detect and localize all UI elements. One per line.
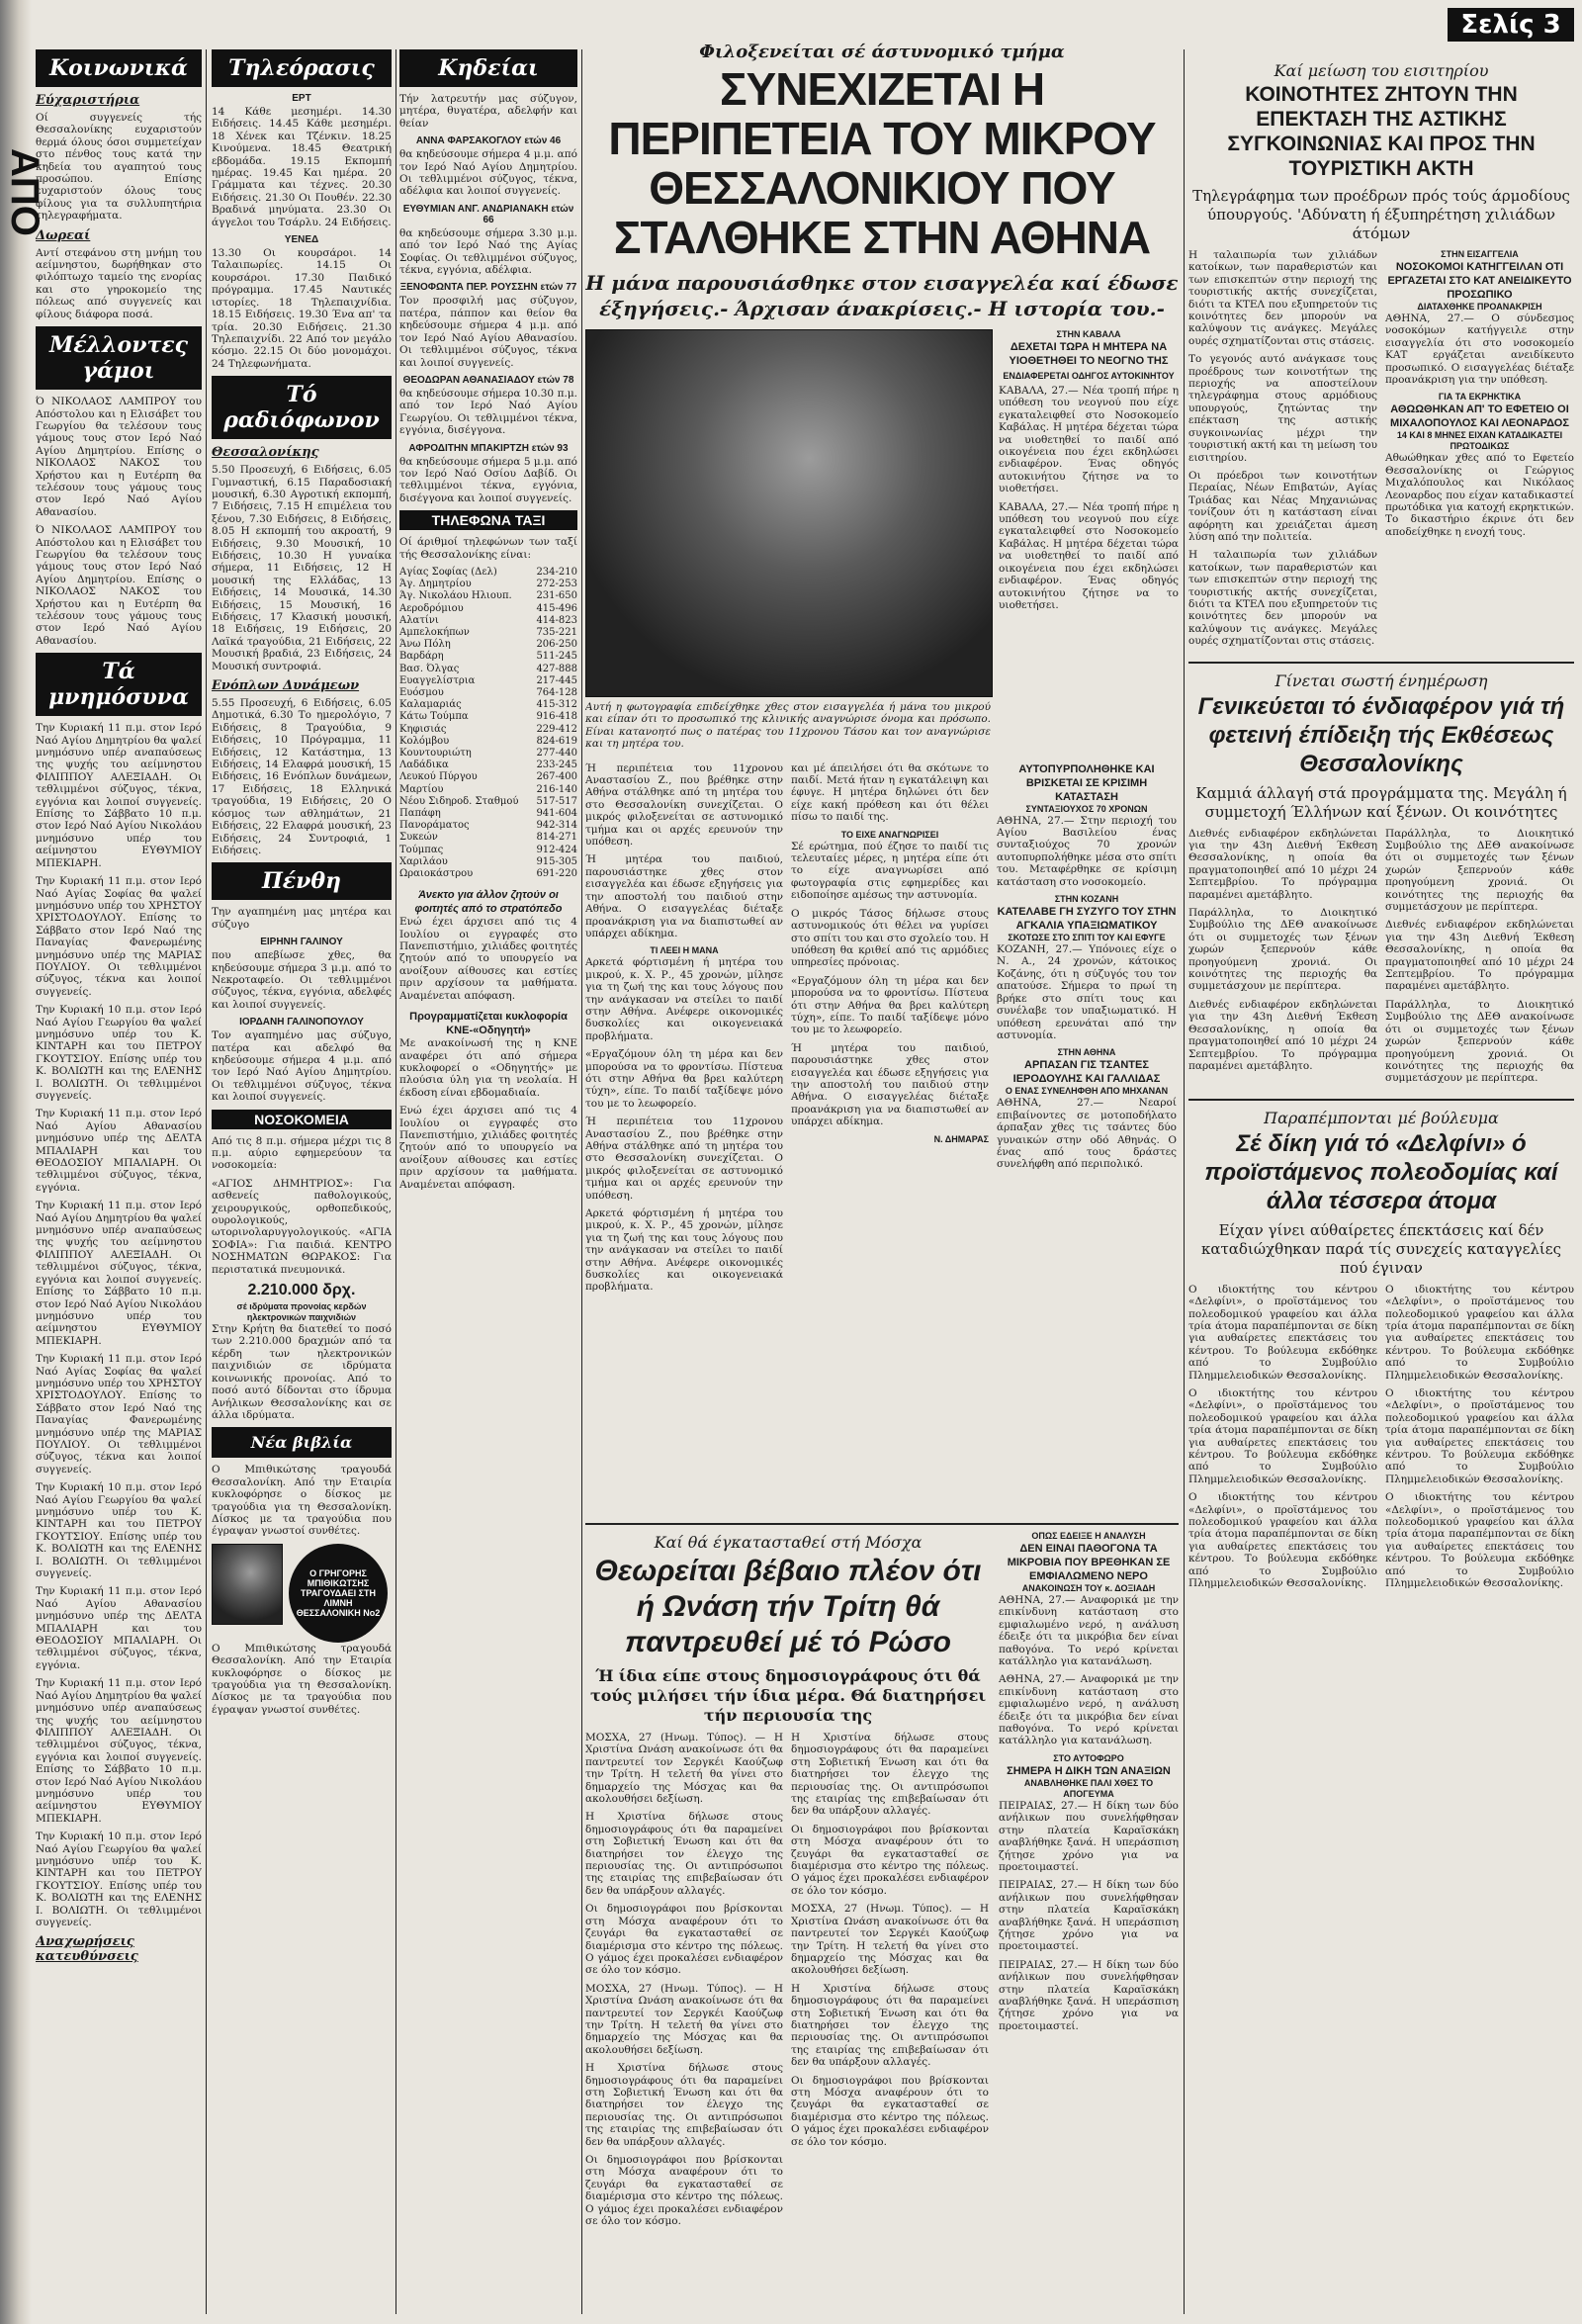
brief-headline: ΔΕΧΕΤΑΙ ΤΩΡΑ Η ΜΗΤΕΡΑ ΝΑ ΥΙΟΘΕΤΗΘΕΙ ΤΟ ΝΕΟΓΝΟ ΤΗΣ — [1009, 341, 1169, 367]
subhead: Ενόπλων Δυνάμεων — [212, 678, 360, 694]
paragraph: 5.55 Προσευχή, 6 Ειδήσεις, 6.05 Δημοτικά, 6.30 Το ημερολόγιο, 7 Ειδήσεις, 8 Τραγούδια, 9 Ειδήσεις, 10 Πρόγραμμα, 11 Ειδήσεις, 12 Κατάστημα, 13 Ειδήσεις, 14 Ελαφρά μουσική, 15 Ειδήσεις, 16 Ενόπλων δυνάμεων, 17 Ειδήσεις, 18 Ελληνικά τραγούδια, 19 Ειδήσεις, 20 Ο κόσμος των αθλημάτων, 21 Ειδήσεις, 22 Ελαφρά μουσική, 23 Ειδήσεις, 24 Συντροφιά, 1 Ειδήσεις. — [212, 697, 392, 856]
paragraph: θα κηδεύσουμε σήμερα 4 μ.μ. από τον Ιερό Ναό Αγίου Δημητρίου. Οι τεθλιμμένοι σύζυγος, τέκνα, αδέλφια και λοιποί συγγενείς. — [399, 148, 577, 198]
dateline: ΟΠΩΣ ΕΔΕΙΞΕ Η ΑΝΑΛΥΣΗ — [1031, 1531, 1146, 1541]
paragraph: που απεβίωσε χθες, θα κηδεύσουμε σήμερα 3 μ.μ. από το Νεκροταφείο. Οι τεθλιμμένοι σύζυγος, τέκνα, εγγόνια, αδελφές και λοιποί συγγενείς. — [212, 949, 392, 1011]
paragraph: ΑΘΗΝΑ, 27.— Στην περιοχή του Αγίου Βασιλείου ένας συνταξιούχος 70 χρονών αυτοπυρπολήθηκε μέσα στο σπίτι του. Μεταφέρθηκε σε κρίσιμη κατάσταση στο νοσοκομείο. — [997, 814, 1177, 888]
paragraph: Ο ιδιοκτήτης του κέντρου «Δελφίνι», ο προϊστάμενος του πολεοδομικού γραφείου και άλλα τρία άτομα παραπέμπονται σε δίκη για αυθαίρετες επεκτάσεις του κέντρου. Το βούλευμα εκδόθηκε από το Συμβούλιο Πλημμελειοδικών Θεσσαλονίκης. — [1385, 1491, 1574, 1590]
brief-subhead: ΑΝΑΒΛΗΘΗΚΕ ΠΑΛΙ ΧΘΕΣ ΤΟ ΑΠΟΓΕΥΜΑ — [1023, 1777, 1154, 1799]
promo-title: σέ ιδρύματα προνοίας κερδών ηλεκτρονικών παιχνιδιών — [236, 1301, 367, 1323]
headline: Γενικεύεται τό ένδιαφέρον γιά τή φετεινή έπίδειξη τής Εκθέσεως Θεσσαλονίκης — [1197, 692, 1565, 777]
paragraph: Οι δημοσιογράφοι που βρίσκονται στη Μόσχα αναφέρουν ότι το ζευγάρι θα εγκατασταθεί σε διαμέρισμα στο κέντρο της πόλεως. Ο γάμος έχει προκαλέσει ενδιαφέρον σε όλο τον κόσμο. — [791, 2074, 989, 2148]
fold-word: ΑΠΟ — [3, 148, 46, 236]
paragraph: Την Κυριακή 11 π.μ. στον Ιερό Ναό Αγίου Δημητρίου θα ψαλεί μνημόσυνο υπέρ αναπαύσεως της ψυχής του αείμνηστου ΦΙΛΙΠΠΟΥ ΑΛΕΞΙΑΔΗ. Οι τεθλιμμένοι σύζυγος, τέκνα, εγγόνια και λοιποί συγγενείς. Επίσης το Σάββατο 10 π.μ. στον Ιερό Ναό Αγίου Νικολάου μνημόσυνο υπέρ του αείμνηστου ΕΥΘΥΜΙΟΥ ΜΠΕΚΙΑΡΗ. — [36, 1200, 202, 1347]
paragraph: Ο μικρός Τάσος δήλωσε στους αστυνομικούς ότι θέλει να γυρίσει στο σπίτι του και στο σχολείο του. Η υπόθεση θα κριθεί από τις αρμόδιες υπηρεσίες πρόνοιας. — [791, 907, 989, 969]
taxi-stand: Άγ. Δημητρίου — [399, 579, 472, 590]
paragraph: θα κηδεύσουμε σήμερα 10.30 π.μ. από τον Ιερό Ναό Αγίου Γεωργίου. Οι τεθλιμμένοι τέκνα, εγγόνια, δισέγγονα. — [399, 387, 577, 437]
channel-name: ΕΡΤ — [292, 93, 311, 104]
paragraph: Την Κυριακή 11 π.μ. στον Ιερό Ναό Αγίου Δημητρίου θα ψαλεί μνημόσυνο υπέρ αναπαύσεως της ψυχής του αείμνηστου ΦΙΛΙΠΠΟΥ ΑΛΕΞΙΑΔΗ. Οι τεθλιμμένοι σύζυγος, τέκνα, εγγόνια και λοιποί συγγενείς. Επίσης το Σάββατο 10 π.μ. στον Ιερό Ναό Αγίου Νικολάου μνημόσυνο υπέρ του αείμνηστου ΕΥΘΥΜΙΟΥ ΜΠΕΚΙΑΡΗ. — [36, 722, 202, 869]
taxi-stand: Κουντουριώτη — [399, 748, 472, 760]
taxi-stand: Άνω Πόλη — [399, 639, 451, 651]
dateline: ΣΤΟ ΑΥΤΟΦΩΡΟ — [1053, 1752, 1124, 1763]
deceased-name: ΑΦΡΟΔΙΤΗΝ ΜΠΑΚΙΡΤΖΗ ετών 93 — [408, 442, 569, 454]
paragraph: Οι πρόεδροι των κοινοτήτων Περαίας, Νέων Επιβατών, Αγίας Τριάδας και Νέας Μηχανιώνας τονίζουν ότι η κατάσταση είναι αφόρητη και χρειάζεται άμεση λύση από την πολιτεία. — [1188, 469, 1377, 543]
main-story — [585, 40, 1179, 1503]
kicker: Γίνεται σωστή ένημέρωση — [1274, 670, 1488, 690]
paragraph: «ΑΓΙΟΣ ΔΗΜΗΤΡΙΟΣ»: Για ασθενείς παθολογικούς, χειρουργικούς, ορθοπεδικούς, ουρολογικούς, ωτορινολαρυγγολογικούς. «ΑΓΙΑ ΣΟΦΙΑ»: Για παιδιά. ΚΕΝΤΡΟ ΝΟΣΗΜΑΤΩΝ ΘΩΡΑΚΟΣ: Για περιστατικά πνευμονικά. — [212, 1177, 392, 1276]
paragraph: Η Χριστίνα δήλωσε στους δημοσιογράφους ότι θα παραμείνει στη Σοβιετική Ένωση και ότι θα διατηρήσει τον έλεγχο της περιουσίας της. Οι αντιπρόσωποι της εταιρίας της επιβεβαίωσαν ότι δεν θα υπάρξουν αλλαγές. — [585, 1811, 783, 1897]
paragraph: και μέ άπειλήσει ότι θα σκότωνε το παιδί. Μετά ήταν η εγκατάλειψη και έφυγε. Η μητέρα δηλώνει ότι δεν είχε κακή πρόθεση και ότι θέλει πίσω το παιδί της. — [791, 761, 989, 824]
taxi-row — [399, 724, 577, 736]
paragraph: Τήν λατρευτήν μας σύζυγον, μητέρα, θυγατέρα, αδελφήν και θείαν — [399, 93, 577, 130]
brief-subhead: ΣΥΝΤΑΞΙΟΥΧΟΣ 70 ΧΡΟΝΩΝ — [1025, 803, 1148, 814]
caption: Αυτή η φωτογραφία επιδείχθηκε χθες στον εισαγγελέα ή μάνα του μικρού και είπαν ότι το προσωπικό της κλινικής αναγνώρισε όνομα και πρόσωπο. Είναι κατανοητό πως ο πατέρας του 11χρονου Τάσου και τον αναγνώρισε και τη μητέρα του. — [585, 701, 991, 751]
headline: ΚΟΙΝΟΤΗΤΕΣ ΖΗΤΟΥΝ ΤΗΝ ΕΠΕΚΤΑΣΗ ΤΗΣ ΑΣΤΙΚΗΣ ΣΥΓΚΟΙΝΩΝΙΑΣ ΚΑΙ ΠΡΟΣ ΤΗΝ ΤΟΥΡΙΣΤΙΚΗ ΑΚΤΗ — [1227, 83, 1536, 180]
dateline: ΣΤΗΝ ΑΘΗΝΑ — [1057, 1047, 1116, 1058]
paragraph: 13.30 Οι κουρσάροι. 14 Ταλαιπωρίες. 14.15 Οι κουρσάροι. 17.30 Παιδικό πρόγραμμα. 17.45 Ναυτικές ιστορίες. 18 Τηλεπαιχνίδια. 18.15 Ειδήσεις. 19.30 Ένα απ' τα τρία. 20.30 Ειδήσεις. 21.30 Τηλεπαιχνίδι. 22 Από τον μεγάλο κόσμο. 22.15 Οι δύο μονομάχοι. 24 Τηλεφωνήματα. — [212, 247, 392, 370]
subhead: Δωρεαί — [36, 227, 91, 243]
taxi-row — [399, 579, 577, 590]
taxi-row — [399, 711, 577, 723]
headline: ΣΥΝΕΧΙΖΕΤΑΙ Η ΠΕΡΙΠΕΤΕΙΑ ΤΟΥ ΜΙΚΡΟΥ ΘΕΣΣΑΛΟΝΙΚΙΟΥ ΠΟΥ ΣΤΑΛΘΗΚΕ ΣΤΗΝ ΑΘΗΝΑ — [608, 63, 1156, 263]
taxi-phone: 511-245 — [536, 651, 577, 663]
taxi-stand: Άγ. Νικολάου Ηλιουπ. — [399, 590, 512, 602]
paragraph: ΚΑΒΑΛΑ, 27.— Νέα τροπή πήρε η υπόθεση του νεογνού που είχε εγκαταλειφθεί στο Νοσοκομείο Καβάλας. Η μητέρα δέχεται τώρα να υιοθετηθεί το παιδί από οικογένεια που έχει εκδηλώσει ενδιαφέρον. Ένας οδηγός αυτοκινήτου ζήτησε να το υιοθετήσει. — [999, 385, 1179, 495]
paragraph: Διεθνές ενδιαφέρον εκδηλώνεται για την 43η Διεθνή Έκθεση Θεσσαλονίκης, η οποία θα πραγματοποιηθεί από 10 μέχρι 24 Σεπτεμβρίου. Το πρόγραμμα παραμένει αμετάβλητο. — [1188, 827, 1377, 901]
paragraph: Διεθνές ενδιαφέρον εκδηλώνεται για την 43η Διεθνή Έκθεση Θεσσαλονίκης, η οποία θα πραγματοποιηθεί από 10 μέχρι 24 Σεπτεμβρίου. Το πρόγραμμα παραμένει αμετάβλητο. — [1385, 919, 1574, 993]
taxi-phone: 912-424 — [536, 844, 577, 855]
taxi-phone: 427-888 — [536, 663, 577, 674]
taxi-stand: Κάτω Τούμπα — [399, 711, 469, 723]
paragraph: Την Κυριακή 11 π.μ. στον Ιερό Ναό Αγίας Σοφίας θα ψαλεί μνημόσυνο υπέρ του ΧΡΗΣΤΟΥ ΧΡΙΣΤΟΔΟΥΛΟΥ. Επίσης το Σάββατο στον Ιερό Ναό της Παναγίας Φανερωμένης μνημόσυνο υπέρ της ΜΑΡΙΑΣ ΠΟΥΛΙΟΥ. Οι τεθλιμμένοι σύζυγος, τέκνα και λοιποί συγγενείς. — [36, 1353, 202, 1475]
subhead: ΤΙ ΛΕΕΙ Η ΜΑΝΑ — [650, 945, 719, 956]
paragraph: Την αγαπημένη μας μητέρα και σύζυγο — [212, 906, 392, 931]
taxi-stand: Λευκού Πύργου — [399, 771, 478, 783]
paragraph: Ή περιπέτεια του 11χρονου Αναστασίου Ζ., που βρέθηκε στην Αθήνα στάλθηκε από τη μητέρα του στο Θεσσαλονίκη συνεχίζεται. Ο μικρός φιλοξενείται σε αστυνομικό τμήμα και οι αρχές ερευνούν την υπόθεση. — [585, 1116, 783, 1202]
taxi-stand: Παπάφη — [399, 808, 441, 820]
taxi-row — [399, 856, 577, 868]
koinonika-column — [36, 49, 202, 2314]
taxi-stand: Αγίας Σοφίας (Δελ) — [399, 566, 497, 578]
paragraph: Οί συγγενείς τής Θεσσαλονίκης ευχαριστούν θερμά όλους όσοι συμμετείχαν στο πένθος τους κατά την κηδεία του αγαπητού τους προσώπου. Επίσης ευχαριστούν όλους τους φίλους για τα συλλυπητήρια τηλεγραφήματα. — [36, 112, 202, 223]
taxi-stand: Χαριλάου — [399, 855, 448, 867]
paragraph: Σέ ερώτημα, πού έζησε το παιδί τις τελευταίες μέρες, η μητέρα είπε ότι το είχε αναγνωρίσει από φωτογραφία στις εφημερίδες και ειδοποίησε αμέσως την αστυνομία. — [791, 840, 989, 902]
taxi-stand: Συκεών — [399, 832, 438, 844]
paragraph: Ή περιπέτεια του 11χρονου Αναστασίου Ζ., που βρέθηκε στην Αθήνα στάλθηκε από τη μητέρα του στο Θεσσαλονίκη συνεχίζεται. Ο μικρός φιλοξενείται σε αστυνομικό τμήμα και οι αρχές ερευνούν την υπόθεση. — [585, 761, 783, 849]
taxi-row — [399, 603, 577, 615]
paragraph: ΜΟΣΧΑ, 27 (Ηνωμ. Τύπος). — Η Χριστίνα Ωνάση ανακοίνωσε ότι θα παντρευτεί τον Σεργκέι Καούζωφ την Τρίτη. Η τελετή θα γίνει στο δημαρχείο της Μόσχας και θα ακολουθήσει δεξίωση. — [585, 1982, 783, 2056]
tv-radio-column — [212, 49, 392, 2314]
taxi-phone: 517-517 — [536, 795, 577, 807]
taxi-list — [399, 567, 577, 880]
paragraph: 5.50 Προσευχή, 6 Ειδήσεις, 6.05 Γυμναστική, 6.15 Παραδοσιακή μουσική, 6.30 Αγροτική εκπομπή, 7 Ειδήσεις, 7.15 Η επιμέλεια του ξένου, 7.30 Ειδήσεις, 8 Ειδήσεις, 8.05 Η εκπομπή του ακροατή, 9 Ειδήσεις, 9.30 Μουσική, 10 Ειδήσεις, 10.30 Η γυναίκα σήμερα, 11 Ειδήσεις, 12 Η μουσική της Ελλάδας, 13 Ειδήσεις, 14 Μουσικά, 14.30 Ειδήσεις, 15 Μουσική, 16 Ειδήσεις, 17 Κλασική μουσική, 18 Ειδήσεις, 19 Ειδήσεις, 20 Λαϊκά τραγούδια, 21 Ειδήσεις, 22 Μουσική βραδιά, 23 Ειδήσεις, 24 Μουσική συντροφιά. — [212, 464, 392, 672]
paragraph: «Εργαζόμουν όλη τη μέρα και δεν μπορούσα να το φροντίσω. Πίστευα ότι στην Αθήνα θα βρει καλύτερη τύχη», είπε. Το παιδί ταξίδεψε μόνο του με το λεωφορείο. — [791, 974, 989, 1036]
paragraph: Αθωώθηκαν χθες από το Εφετείο Θεσσαλονίκης οι Γεώργιος Μιχαλόπουλος και Νικόλαος Λεοναρδος που είχαν καταδικαστεί πρωτόδικα για κατοχή εκρηκτικών. Το δικαστήριο έκρινε ότι δεν αποδείχθηκε η ενοχή τους. — [1385, 452, 1574, 538]
taxi-stand: Λαδάδικα — [399, 760, 449, 771]
channel-name: ΥΕΝΕΔ — [284, 234, 319, 246]
taxi-phone: 277-440 — [536, 748, 577, 760]
brief-headline: ΑΘΩΩΘΗΚΑΝ ΑΠ' ΤΟ ΕΦΕΤΕΙΟ ΟΙ ΜΙΧΑΛΟΠΟΥΛΟΣ ΚΑΙ ΛΕΟΝΑΡΔΟΣ — [1390, 403, 1569, 430]
story-rule — [585, 1523, 1179, 1525]
taxi-stand: Ωραιοκάστρου — [399, 868, 474, 880]
taxi-phone: 216-140 — [536, 783, 577, 795]
taxi-phone: 234-210 — [536, 566, 577, 578]
box-title: Άνεκτο για άλλον ζητούν οι φοιτητές από το στρατόπεδο — [414, 889, 563, 916]
deck: Τηλεγράφημα των προέδρων πρός τούς άρμοδίους ύπουργούς. 'Αδύνατη ή έξυπηρέτηση χιλιάδων άτόμων — [1192, 187, 1570, 242]
paragraph: ΑΘΗΝΑ, 27.— Ο σύνδεσμος νοσοκόμων κατήγγειλε στην εισαγγελία ότι στο νοσοκομείο ΚΑΤ εργάζεται ανειδίκευτο προσωπικό. Ο εισαγγελέας διέταξε προανάκριση για την υπόθεση. — [1385, 313, 1574, 387]
deceased-name: ΞΕΝΟΦΩΝΤΑ ΠΕΡ. ΡΟΥΣΣΗΝ ετών 77 — [399, 282, 577, 294]
page-label: Σελίς 3 — [1448, 8, 1574, 42]
taxi-row — [399, 736, 577, 748]
deck: Είχαν γίνει αύθαίρετες έπεκτάσεις καί δέν καταδιώχθηκαν παρά τίς συνεχείς καταγγελίες πού έγιναν — [1201, 1220, 1561, 1277]
deck: Καμμιά άλλαγή στά προγράμματα της. Μεγάλη ή συμμετοχή Έλλήνων καί ξένων. Οι κοινότητες — [1195, 783, 1567, 821]
paragraph: Την Κυριακή 11 π.μ. στον Ιερό Ναό Αγίου Δημητρίου θα ψαλεί μνημόσυνο υπέρ αναπαύσεως της ψυχής του αείμνηστου ΦΙΛΙΠΠΟΥ ΑΛΕΞΙΑΔΗ. Οι τεθλιμμένοι σύζυγος, τέκνα, εγγόνια και λοιποί συγγενείς. Επίσης το Σάββατο 10 π.μ. στον Ιερό Ναό Αγίου Νικολάου μνημόσυνο υπέρ του αείμνηστου ΕΥΘΥΜΙΟΥ ΜΠΕΚΙΑΡΗ. — [36, 1677, 202, 1825]
paragraph: Η Χριστίνα δήλωσε στους δημοσιογράφους ότι θα παραμείνει στη Σοβιετική Ένωση και ότι θα διατηρήσει τον έλεγχο της περιουσίας της. Οι αντιπρόσωποι της εταιρίας της επιβεβαίωσαν ότι δεν θα υπάρξουν αλλαγές. — [585, 2062, 783, 2148]
paragraph: ΜΟΣΧΑ, 27 (Ηνωμ. Τύπος). — Η Χριστίνα Ωνάση ανακοίνωσε ότι θα παντρευτεί τον Σεργκέι Καούζωφ την Τρίτη. Η τελετή θα γίνει στο δημαρχείο της Μόσχας και θα ακολουθήσει δεξίωση. — [791, 1903, 989, 1977]
taxi-row — [399, 627, 577, 639]
brief-subhead: ΣΚΟΤΩΣΕ ΣΤΟ ΣΠΙΤΙ ΤΟΥ ΚΑΙ ΕΦΥΓΕ — [1008, 933, 1166, 943]
section-mnimosyna: Τά μνημόσυνα — [36, 653, 202, 716]
paragraph: Την Κυριακή 10 π.μ. στον Ιερό Ναό Αγίου Γεωργίου θα ψαλεί μνημόσυνο υπέρ του Κ. ΚΙΝΤΑΡΗ και του ΠΕΤΡΟΥ ΓΚΟΥΤΣΙΟΥ. Επίσης υπέρ του Κ. ΒΟΛΙΩΤΗ και της ΕΛΕΝΗΣ Ι. ΒΟΛΙΩΤΗ. Οι τεθλιμμένοι συγγενείς. — [36, 1481, 202, 1580]
paragraph: Η ταλαιπωρία των χιλιάδων κατοίκων, των παραθεριστών και των επισκεπτών στην περιοχή της τουριστικής ακτής συνεχίζεται, διότι τα ΚΤΕΛ που εξυπηρετούν τις κοινότητες δεν μπορούν να καλύψουν τις ανάγκες. Μεγάλες ουρές σχηματίζονται στις στάσεις. — [1188, 549, 1377, 648]
story-rule — [1188, 662, 1574, 664]
paragraph: Ο Μπιθικώτσης τραγουδά Θεσσαλονίκη. Από την Εταιρία κυκλοφόρησε ο δίσκος με τραγούδια για τη Θεσσαλονίκη. Δίσκος με τα τραγούδια που έγραψαν γνωστοί συνθέτες. — [212, 1642, 392, 1716]
taxi-row — [399, 796, 577, 808]
column-rule — [1184, 49, 1185, 2314]
paragraph: Παράλληλα, το Διοικητικό Συμβούλιο της ΔΕΘ ανακοίνωσε ότι οι συμμετοχές των ξένων χωρών ξεπερνούν κάθε προηγούμενη χρονιά. Οι κοινότητες της περιοχής θα συμμετάσχουν με περίπτερα. — [1385, 998, 1574, 1085]
singer-photo — [212, 1544, 283, 1625]
taxi-phone: 217-445 — [536, 674, 577, 686]
column-rule — [581, 49, 582, 2314]
taxi-row — [399, 567, 577, 579]
taxi-row — [399, 832, 577, 844]
taxi-phone: 233-245 — [536, 760, 577, 771]
paragraph: Από τις 8 π.μ. σήμερα μέχρι τις 8 π.μ. αύριο εφημερεύουν τα νοσοκομεία: — [212, 1134, 392, 1172]
taxi-row — [399, 651, 577, 663]
paragraph: Αρκετά φόρτισμένη ή μητέρα του μικρού, κ. Χ. Ρ., 45 χρονών, μίλησε για τη ζωή της και τους λόγους που την ανάγκασαν να στείλει το παιδί στην Αθήνα. Ανέφερε οικονομικές δυσκολίες και οικογενειακά προβλήματα. — [585, 956, 783, 1042]
taxi-stand: Αεροδρόμιου — [399, 602, 464, 614]
paragraph: Οι δημοσιογράφοι που βρίσκονται στη Μόσχα αναφέρουν ότι το ζευγάρι θα εγκατασταθεί σε διαμέρισμα στο κέντρο της πόλεως. Ο γάμος έχει προκαλέσει ενδιαφέρον σε όλο τον κόσμο. — [585, 2154, 783, 2228]
brief-headline: ΑΥΤΟΠΥΡΠΟΛΗΘΗΚΕ ΚΑΙ ΒΡΙΣΚΕΤΑΙ ΣΕ ΚΡΙΣΙΜΗ ΚΑΤΑΣΤΑΣΗ — [1018, 762, 1155, 803]
deceased-name: ΕΙΡΗΝΗ ΓΑΛΙΝΟΥ — [260, 937, 343, 948]
taxi-row — [399, 868, 577, 880]
subhead: ΤΟ ΕΙΧΕ ΑΝΑΓΝΩΡΙΣΕΙ — [840, 829, 939, 840]
brief-subhead: ΑΝΑΚΟΙΝΩΣΗ ΤΟΥ κ. ΔΟΞΙΑΔΗ — [1021, 1583, 1156, 1593]
taxi-row — [399, 675, 577, 687]
paragraph: θα κηδεύσουμε σήμερα 3.30 μ.μ. από τον Ιερό Ναό της Αγίας Σοφίας. Οι τεθλιμμένοι σύζυγος, τέκνα, εγγόνια, αδέλφια. — [399, 226, 577, 277]
briefs-column-bottom — [999, 1531, 1179, 2312]
taxi-row — [399, 639, 577, 651]
dateline: ΓΙΑ ΤΑ ΕΚΡΗΚΤΙΚΑ — [1438, 392, 1522, 402]
onassis-story — [585, 1531, 991, 2312]
taxi-stand: Αλατίνι — [399, 614, 439, 626]
paragraph: Οί άριθμοί τηλεφώνων των ταξί τής Θεσσαλονίκης είναι: — [399, 536, 577, 561]
section-penthi: Πένθη — [212, 862, 392, 900]
taxi-phone: 415-312 — [536, 699, 577, 711]
paragraph: Την Κυριακή 11 π.μ. στον Ιερό Ναό Αγίου Αθανασίου μνημόσυνο υπέρ της ΔΕΛΤΑ ΜΠΑΛΙΑΡΗ και του ΘΕΟΔΟΣΙΟΥ ΜΠΑΛΙΑΡΗ. Οι τεθλιμμένοι σύζυγος, τέκνα, εγγόνια. — [36, 1585, 202, 1671]
paragraph: Ενώ έχει άρχισει από τις 4 Ιουλίου οι εγγραφές στο Πανεπιστήμιο, χιλιάδες φοιτητές ζητούν από το υπουργείο να ανοίξουν αίθουσες και εστίες πριν αρχίσουν τα μαθήματα. Αναμένεται απόφαση. — [399, 1105, 577, 1191]
taxi-stand: Νέου Σιδηροδ. Σταθμού — [399, 795, 519, 807]
paragraph: Στην Κρήτη θα διατεθεί το ποσό των 2.210.000 δραχμών από τα κέρδη των ηλεκτρονικών παιχνιδιών σε ιδρύματα κοινωνικής προνοίας. Από το ποσό αυτό δίδονται στο ίδρυμα Ανήλικων Θεσσαλονίκης και σε άλλα ιδρύματα. — [212, 1323, 392, 1421]
right-column — [1188, 59, 1574, 2314]
paragraph: Ή μητέρα του παιδιού, παρουσιάστηκε χθες στον εισαγγελέα και έδωσε εξηγήσεις για την αποστολή του παιδιού στην Αθήνα. Ο εισαγγελέας διέταξε προανάκριση για να διαπιστωθεί αν υπάρχει αδίκημα. — [791, 1041, 989, 1128]
deck: Η μάνα παρουσιάσθηκε στον εισαγγελέα καί έδωσε έξηγήσεις.- Άρχισαν άνακρίσεις.- Η ιστορία του.- — [585, 271, 1179, 320]
brief-headline: ΣΗΜΕΡΑ Η ΔΙΚΗ ΤΩΝ ΑΝΑΞΙΩΝ — [1007, 1764, 1171, 1777]
dateline: ΣΤΗΝ ΚΟΖΑΝΗ — [1054, 894, 1119, 905]
paragraph: θα κηδεύσουμε σήμερα 5 μ.μ. από τον Ιερό Ναό Οσίου Δαβίδ. Οι τεθλιμμένοι τέκνα, εγγόνια, δισέγγονα και λοιποί συγγενείς. — [399, 455, 577, 504]
taxi-row — [399, 808, 577, 820]
section-neoi-vivlia: Νέα βιβλία — [212, 1427, 392, 1458]
kicker: Φιλοξενείται σέ άστυνομικό τμήμα — [699, 42, 1065, 62]
taxi-stand: Κολόμβου — [399, 735, 450, 747]
headline: Σέ δίκη γιά τό «Δελφίνι» ό προϊστάμενος πολεοδομίας καί άλλα τέσσερα άτομα — [1204, 1129, 1558, 1214]
taxi-phone: 764-128 — [536, 687, 577, 698]
paragraph: Παράλληλα, το Διοικητικό Συμβούλιο της ΔΕΘ ανακοίνωσε ότι οι συμμετοχές των ξένων χωρών ξεπερνούν κάθε προηγούμενη χρονιά. Οι κοινότητες της περιοχής θα συμμετάσχουν με περίπτερα. — [1385, 827, 1574, 914]
paragraph: Τον προσφιλή μας σύζυγον, πατέρα, πάππον και θείον θα κηδεύσουμε σήμερα 4 μ.μ. από τον Ιερό Ναό Αγίου Αθανασίου. Οι τεθλιμμένοι σύζυγος, τέκνα και λοιποί συγγενείς. — [399, 295, 577, 369]
brief-subhead: Ο ΕΝΑΣ ΣΥΝΕΛΗΦΘΗ ΑΠΟ ΜΗΧΑΝΑΝ — [1005, 1086, 1169, 1097]
kne-title: Προγραμματίζεται κυκλοφορία ΚΝΕ-«Οδηγητή» — [409, 1011, 568, 1037]
taxi-phone: 942-314 — [536, 820, 577, 832]
section-mellontes-gamoi: Μέλλοντες γάμοι — [36, 326, 202, 390]
paragraph: Ενώ έχει άρχισει από τις 4 Ιουλίου οι εγγραφές στο Πανεπιστήμιο, χιλιάδες φοιτητές ζητούν από το υπουργείο να ανοίξουν αίθουσες και εστίες πριν αρχίσουν τα μαθήματα. Αναμένεται απόφαση. — [399, 916, 577, 1002]
taxi-stand: Βασ. Όλγας — [399, 663, 460, 674]
taxi-phone: 414-823 — [536, 614, 577, 626]
taxi-phone: 691-220 — [536, 868, 577, 880]
paragraph: Αρκετά φόρτισμένη ή μητέρα του μικρού, κ. Χ. Ρ., 45 χρονών, μίλησε για τη ζωή της και τους λόγους που την ανάγκασαν να στείλει το παιδί στην Αθήνα. Ανέφερε οικονομικές δυσκολίες και οικογενειακά προβλήματα. — [585, 1207, 783, 1294]
taxi-stand: Αμπελοκήπων — [399, 626, 470, 638]
deceased-name: ΑΝΝΑ ΦΑΡΣΑΚΟΓΛΟΥ ετών 46 — [415, 135, 562, 147]
deck: Ή ίδια είπε στους δημοσιογράφους ότι θά τούς μιλήσει τήν ίδια μέρα. Θά διατηρήσει τήν περιουσία της — [589, 1666, 987, 1725]
column-rule — [206, 49, 207, 2314]
page-fold — [0, 0, 46, 2324]
taxi-stand: Τούμπας — [399, 844, 444, 855]
paragraph: ΑΘΗΝΑ, 27.— Αναφορικά με την επικίνδυνη κατάσταση στο εμφιαλωμένο νερό, η ανάλυση έδειξε ότι τα μικρόβια δεν είναι παθογόνα. Το νερό κρίνεται κατάλληλο για κατανάλωση. — [999, 1673, 1179, 1747]
taxi-stand: Βαρδάρη — [399, 651, 444, 663]
paragraph: ΠΕΙΡΑΙΑΣ, 27.— Η δίκη των δύο ανήλικων που συνελήφθησαν στην πλατεία Καραϊσκάκη αναβλήθηκε ξανά. Η υπεράσπιση ζήτησε χρόνο για να προετοιμαστεί. — [999, 1879, 1179, 1953]
paragraph: Η Χριστίνα δήλωσε στους δημοσιογράφους ότι θα παραμείνει στη Σοβιετική Ένωση και ότι θα διατηρήσει τον έλεγχο της περιουσίας της. Οι αντιπρόσωποι της εταιρίας της επιβεβαίωσαν ότι δεν θα υπάρξουν αλλαγές. — [791, 1732, 989, 1818]
brief-subhead: 14 ΚΑΙ 8 ΜΗΝΕΣ ΕΙΧΑΝ ΚΑΤΑΔΙΚΑΣΤΕΙ ΠΡΩΤΟΔΙΚΩΣ — [1396, 430, 1563, 452]
taxi-row — [399, 664, 577, 675]
paragraph: ΑΘΗΝΑ, 27.— Αναφορικά με την επικίνδυνη κατάσταση στο εμφιαλωμένο νερό, η ανάλυση έδειξε ότι τα μικρόβια δεν είναι παθογόνα. Το νερό κρίνεται κατάλληλο για κατανάλωση. — [999, 1594, 1179, 1668]
section-tileorasis: Τηλεόρασις — [212, 49, 392, 87]
paragraph: Ο ιδιοκτήτης του κέντρου «Δελφίνι», ο προϊστάμενος του πολεοδομικού γραφείου και άλλα τρία άτομα παραπέμπονται σε δίκη για αυθαίρετες επεκτάσεις του κέντρου. Το βούλευμα εκδόθηκε από το Συμβούλιο Πλημμελειοδικών Θεσσαλονίκης. — [1188, 1283, 1377, 1382]
paragraph: Ό ΝΙΚΟΛΑΟΣ ΛΑΜΠΡΟΥ του Απόστολου και η Ελισάβετ του Γεωργίου θα τελέσουν τους γάμους τους στον Ιερό Ναό Αγίου Δημητρίου. Επίσης ο ΝΙΚΟΛΑΟΣ ΝΑΚΟΣ του Χρήστου και η Ευτέρπη θα τελέσουν τους γάμους τους στον Ιερό Ναό Αγίου Αθανασίου. — [36, 524, 202, 647]
taxi-phone: 916-418 — [536, 711, 577, 723]
deceased-name: ΙΟΡΔΑΝΗ ΓΑΛΙΝΟΠΟΥΛΟΥ — [239, 1017, 364, 1028]
brief-subhead: ΕΝΔΙΑΦΕΡΕΤΑΙ ΟΔΗΓΟΣ ΑΥΤΟΚΙΝΗΤΟΥ — [1003, 371, 1175, 381]
paragraph: Ή μητέρα του παιδιού, παρουσιάστηκε χθες στον εισαγγελέα και έδωσε εξηγήσεις για την αποστολή του παιδιού στην Αθήνα. Ο εισαγγελέας διέταξε προανάκριση για να διαπιστωθεί αν υπάρχει αδίκημα. — [585, 853, 783, 939]
taxi-phone: 915-305 — [536, 855, 577, 867]
paragraph: Οι δημοσιογράφοι που βρίσκονται στη Μόσχα αναφέρουν ότι το ζευγάρι θα εγκατασταθεί σε διαμέρισμα στο κέντρο της πόλεως. Ο γάμος έχει προκαλέσει ενδιαφέρον σε όλο τον κόσμο. — [791, 1823, 989, 1897]
taxi-row — [399, 699, 577, 711]
taxi-row — [399, 820, 577, 832]
subhead: Εύχαριστήρια — [36, 93, 140, 108]
taxi-phone: 267-400 — [536, 771, 577, 783]
side-briefs — [999, 329, 1179, 757]
brief-subhead: ΔΙΑΤΑΧΘΗΚΕ ΠΡΟΑΝΑΚΡΙΣΗ — [1417, 302, 1542, 312]
taxi-stand: Ευόσμου — [399, 687, 444, 698]
paragraph: Η ταλαιπωρία των χιλιάδων κατοίκων, των παραθεριστών και των επισκεπτών στην περιοχή της τουριστικής ακτής συνεχίζεται, διότι τα ΚΤΕΛ που εξυπηρετούν τις κοινότητες δεν μπορούν να καλύψουν τις ανάγκες. Μεγάλες ουρές σχηματίζονται στις στάσεις. — [1188, 249, 1377, 347]
taxi-stand: Πανοράματος — [399, 820, 470, 832]
paragraph: Την Κυριακή 10 π.μ. στον Ιερό Ναό Αγίου Γεωργίου θα ψαλεί μνημόσυνο υπέρ του Κ. ΚΙΝΤΑΡΗ και του ΠΕΤΡΟΥ ΓΚΟΥΤΣΙΟΥ. Επίσης υπέρ του Κ. ΒΟΛΙΩΤΗ και της ΕΛΕΝΗΣ Ι. ΒΟΛΙΩΤΗ. Οι τεθλιμμένοι συγγενείς. — [36, 1831, 202, 1928]
paragraph: ΚΟΖΑΝΗ, 27.— Υπόνοιες είχε ο Ν. Α., 24 χρονών, κάτοικος Κοζάνης, ότι η σύζυγός του τον απατούσε. Σήμερα το πρωί τη βρήκε στο σπίτι τους και συνέλαβε τον υπαξιωματικό. Η υπόθεση ερευνάται από την αστυνομία. — [997, 943, 1177, 1041]
paragraph: Ό ΝΙΚΟΛΑΟΣ ΛΑΜΠΡΟΥ του Απόστολου και η Ελισάβετ του Γεωργίου θα τελέσουν τους γάμους τους στον Ιερό Ναό Αγίου Δημητρίου. Επίσης ο ΝΙΚΟΛΑΟΣ ΝΑΚΟΣ του Χρήστου και η Ευτέρπη θα τελέσουν τους γάμους τους στον Ιερό Ναό Αγίου Αθανασίου. — [36, 396, 202, 518]
taxi-phone: 206-250 — [536, 639, 577, 651]
paragraph: Την Κυριακή 11 π.μ. στον Ιερό Ναό Αγίου Αθανασίου μνημόσυνο υπέρ της ΔΕΛΤΑ ΜΠΑΛΙΑΡΗ και του ΘΕΟΔΟΣΙΟΥ ΜΠΑΛΙΑΡΗ. Οι τεθλιμμένοι σύζυγος, τέκνα, εγγόνια. — [36, 1108, 202, 1194]
paragraph: ΚΑΒΑΛΑ, 27.— Νέα τροπή πήρε η υπόθεση του νεογνού που είχε εγκαταλειφθεί στο Νοσοκομείο Καβάλας. Η μητέρα δέχεται τώρα να υιοθετηθεί το παιδί από οικογένεια που έχει εκδηλώσει ενδιαφέρον. Ένας οδηγός αυτοκινήτου ζήτησε να το υιοθετήσει. — [999, 500, 1179, 611]
taxi-row — [399, 784, 577, 796]
brief-headline: ΚΑΤΕΛΑΒΕ ΓΗ ΣΥΖΥΓΟ ΤΟΥ ΣΤΗΝ ΑΓΚΑΛΙΑ ΥΠΑΞΙΩΜΑΤΙΚΟΥ — [997, 906, 1177, 933]
paragraph: 14 Κάθε μεσημέρι. 14.30 Ειδήσεις. 14.45 Κάθε μεσημέρι. 18 Χένεκ και Τζένκιν. 18.25 Κινούμενα. 18.45 Θεατρική εβδομάδα. 19.15 Εκπομπή ημέρας. 19.45 Και ημέρα. 20 Γράμματα και τέχνες. 20.30 Ειδήσεις. 21.30 Οι Πουθέν. 22.30 Βραδινά μηνύματα. 23.30 Οι άγγελοι του Τσάρλυ. 24 Ειδήσεις. — [212, 106, 392, 228]
record-promo — [212, 1544, 392, 1643]
paragraph: ΑΘΗΝΑ, 27.— Νεαροί επιβαίνοντες σε μοτοποδήλατο άρπαξαν χθες τις τσάντες δύο γυναικών στην οδό Αθηνάς. Ο ένας από τους δράστες συνελήφθη από περιπολικό. — [997, 1097, 1177, 1171]
paragraph: Ο ιδιοκτήτης του κέντρου «Δελφίνι», ο προϊστάμενος του πολεοδομικού γραφείου και άλλα τρία άτομα παραπέμπονται σε δίκη για αυθαίρετες επεκτάσεις του κέντρου. Το βούλευμα εκδόθηκε από το Συμβούλιο Πλημμελειοδικών Θεσσαλονίκης. — [1385, 1386, 1574, 1485]
deceased-name: ΘΕΟΔΩΡΑΝ ΑΘΑΝΑΣΙΑΔΟΥ ετών 78 — [402, 374, 574, 386]
kideiai-column — [399, 49, 577, 2314]
story-photo — [585, 329, 993, 697]
subhead: Αναχωρήσεις κατευθύνσεις — [36, 1934, 138, 1965]
taxi-row — [399, 615, 577, 627]
kicker: Καί μείωση του εισιτηρίου — [1274, 61, 1489, 80]
taxi-row — [399, 771, 577, 783]
taxi-phone: 941-604 — [536, 808, 577, 820]
paragraph: Ο ιδιοκτήτης του κέντρου «Δελφίνι», ο προϊστάμενος του πολεοδομικού γραφείου και άλλα τρία άτομα παραπέμπονται σε δίκη για αυθαίρετες επεκτάσεις του κέντρου. Το βούλευμα εκδόθηκε από το Συμβούλιο Πλημμελειοδικών Θεσσαλονίκης. — [1188, 1386, 1377, 1485]
subhead: Θεσσαλονίκης — [212, 445, 319, 461]
section-tilefona-taxi: ΤΗΛΕΦΩΝΑ ΤΑΞΙ — [399, 510, 577, 530]
paragraph: Ο ιδιοκτήτης του κέντρου «Δελφίνι», ο προϊστάμενος του πολεοδομικού γραφείου και άλλα τρία άτομα παραπέμπονται σε δίκη για αυθαίρετες επεκτάσεις του κέντρου. Το βούλευμα εκδόθηκε από το Συμβούλιο Πλημμελειοδικών Θεσσαλονίκης. — [1385, 1283, 1574, 1382]
paragraph: ΠΕΙΡΑΙΑΣ, 27.— Η δίκη των δύο ανήλικων που συνελήφθησαν στην πλατεία Καραϊσκάκη αναβλήθηκε ξανά. Η υπεράσπιση ζήτησε χρόνο για να προετοιμαστεί. — [999, 1799, 1179, 1873]
taxi-row — [399, 748, 577, 760]
paragraph: Με ανακοίνωσή της η ΚΝΕ αναφέρει ότι από σήμερα κυκλοφορεί ο «Οδηγητής» με πλούσια ύλη για τη νεολαία. Η έκδοση είναι εβδομαδιαία. — [399, 1037, 577, 1099]
brief-headline: ΝΟΣΟΚΟΜΟΙ ΚΑΤΗΓΓΕΙΛΑΝ ΟΤΙ ΕΡΓΑΖΕΤΑΙ ΣΤΟ ΚΑΤ ΑΝΕΙΔΙΚΕΥΤΟ ΠΡΟΣΩΠΙΚΟ — [1387, 261, 1572, 301]
paragraph: Η Χριστίνα δήλωσε στους δημοσιογράφους ότι θα παραμείνει στη Σοβιετική Ένωση και ότι θα διατηρήσει τον έλεγχο της περιουσίας της. Οι αντιπρόσωποι της εταιρίας της επιβεβαίωσαν ότι δεν θα υπάρξουν αλλαγές. — [791, 1982, 989, 2069]
headline: Θεωρείται βέβαιο πλέον ότι ή Ωνάση τήν Τρίτη θά παντρευθεί μέ τό Ρώσο — [594, 1555, 982, 1658]
taxi-stand: Κηφισιάς — [399, 723, 447, 735]
paragraph: Ο ιδιοκτήτης του κέντρου «Δελφίνι», ο προϊστάμενος του πολεοδομικού γραφείου και άλλα τρία άτομα παραπέμπονται σε δίκη για αυθαίρετες επεκτάσεις του κέντρου. Το βούλευμα εκδόθηκε από το Συμβούλιο Πλημμελειοδικών Θεσσαλονίκης. — [1188, 1491, 1377, 1590]
taxi-stand: Καλαμαριάς — [399, 699, 462, 711]
paragraph: Την Κυριακή 11 π.μ. στον Ιερό Ναό Αγίας Σοφίας θα ψαλεί μνημόσυνο υπέρ του ΧΡΗΣΤΟΥ ΧΡΙΣΤΟΔΟΥΛΟΥ. Επίσης το Σάββατο στον Ιερό Ναό της Παναγίας Φανερωμένης μνημόσυνο υπέρ της ΜΑΡΙΑΣ ΠΟΥΛΙΟΥ. Οι τεθλιμμένοι σύζυγος, τέκνα και λοιποί συγγενείς. — [36, 875, 202, 998]
taxi-stand: Ευαγγελίστρια — [399, 674, 476, 686]
section-koinonika: Κοινωνικά — [36, 49, 202, 87]
side-briefs-2 — [997, 762, 1177, 1299]
section-nosokomeia: ΝΟΣΟΚΟΜΕΙΑ — [212, 1110, 392, 1129]
story-rule — [1188, 1099, 1574, 1101]
taxi-stand: Μαρτίου — [399, 783, 444, 795]
paragraph: Αντί στεφάνου στη μνήμη του αείμνηστου, δωρήθηκαν στο φιλόπτωχο ταμείο της ενορίας και στο γηροκομείο της πόλεως από συγγενείς και φίλους διάφορα ποσά. — [36, 246, 202, 320]
paragraph: Οι δημοσιογράφοι που βρίσκονται στη Μόσχα αναφέρουν ότι το ζευγάρι θα εγκατασταθεί σε διαμέρισμα στο κέντρο της πόλεως. Ο γάμος έχει προκαλέσει ενδιαφέρον σε όλο τον κόσμο. — [585, 1903, 783, 1977]
taxi-phone: 735-221 — [536, 626, 577, 638]
section-radiophono: Τό ραδιόφωνον — [212, 376, 392, 439]
taxi-phone: 229-412 — [536, 723, 577, 735]
deceased-name: ΕΥΘΥΜΙΑΝ ΑΝΓ. ΑΝΔΡΙΑΝΑΚΗ ετών 66 — [402, 203, 574, 225]
taxi-row — [399, 687, 577, 699]
brief-headline: ΔΕΝ ΕΙΝΑΙ ΠΑΘΟΓΟΝΑ ΤΑ ΜΙΚΡΟΒΙΑ ΠΟΥ ΒΡΕΘΗΚΑΝ ΣΕ ΕΜΦΙΑΛΩΜΕΝΟ ΝΕΡΟ — [1007, 1543, 1171, 1582]
paragraph: Το γεγονός αυτό ανάγκασε τους προέδρους των κοινοτήτων της περιοχής να αποστείλουν τηλεγράφημα στους αρμόδιους υπουργούς, ζητώντας την επέκταση της αστικής συγκοινωνίας μέχρι την τουριστική ακτή και τη μείωση του εισιτηρίου. — [1188, 353, 1377, 464]
paragraph: Ο Μπιθικώτσης τραγουδά Θεσσαλονίκη. Από την Εταιρία κυκλοφόρησε ο δίσκος με τραγούδια για τη Θεσσαλονίκη. Δίσκος με τα τραγούδια που έγραψαν γνωστοί συνθέτες. — [212, 1464, 392, 1538]
dateline: ΣΤΗΝ ΕΙΣΑΓΓΕΛΙΑ — [1441, 249, 1519, 259]
paragraph: ΜΟΣΧΑ, 27 (Ηνωμ. Τύπος). — Η Χριστίνα Ωνάση ανακοίνωσε ότι θα παντρευτεί τον Σεργκέι Καούζωφ την Τρίτη. Η τελετή θα γίνει στο δημαρχείο της Μόσχας και θα ακολουθήσει δεξίωση. — [585, 1732, 783, 1806]
taxi-phone: 814-271 — [536, 832, 577, 844]
paragraph: Την Κυριακή 10 π.μ. στον Ιερό Ναό Αγίου Γεωργίου θα ψαλεί μνημόσυνο υπέρ του Κ. ΚΙΝΤΑΡΗ και του ΠΕΤΡΟΥ ΓΚΟΥΤΣΙΟΥ. Επίσης υπέρ του Κ. ΒΟΛΙΩΤΗ και της ΕΛΕΝΗΣ Ι. ΒΟΛΙΩΤΗ. Οι τεθλιμμένοι συγγενείς. — [36, 1004, 202, 1102]
taxi-phone: 824-619 — [536, 735, 577, 747]
byline: Ν. ΔΗΜΑΡΑΣ — [933, 1133, 989, 1144]
brief-headline: ΑΡΠΑΣΑΝ ΓΙΣ ΤΣΑΝΤΕΣ ΙΕΡΟΔΟΥΛΗΣ ΚΑΙ ΓΑΛΛΙΔΑΣ — [1012, 1059, 1161, 1086]
paragraph: Διεθνές ενδιαφέρον εκδηλώνεται για την 43η Διεθνή Έκθεση Θεσσαλονίκης, η οποία θα πραγματοποιηθεί από 10 μέχρι 24 Σεπτεμβρίου. Το πρόγραμμα παραμένει αμετάβλητο. — [1188, 998, 1377, 1072]
dateline: ΣΤΗΝ ΚΑΒΑΛΑ — [1056, 329, 1121, 339]
kicker: Καί θά έγκατασταθεί στή Μόσχα — [654, 1533, 923, 1552]
taxi-phone: 231-650 — [536, 590, 577, 602]
paragraph: Παράλληλα, το Διοικητικό Συμβούλιο της ΔΕΘ ανακοίνωσε ότι οι συμμετοχές των ξένων χωρών ξεπερνούν κάθε προηγούμενη χρονιά. Οι κοινότητες της περιοχής θα συμμετάσχουν με περίπτερα. — [1188, 907, 1377, 993]
kicker: Παραπέμπονται μέ βούλευμα — [1264, 1108, 1499, 1127]
taxi-phone: 272-253 — [536, 579, 577, 590]
section-kideiai: Κηδείαι — [399, 49, 577, 87]
paragraph: ΠΕΙΡΑΙΑΣ, 27.— Η δίκη των δύο ανήλικων που συνελήφθησαν στην πλατεία Καραϊσκάκη αναβλήθηκε ξανά. Η υπεράσπιση ζήτησε χρόνο για να προετοιμαστεί. — [999, 1958, 1179, 2032]
taxi-row — [399, 760, 577, 771]
paragraph: «Εργαζόμουν όλη τη μέρα και δεν μπορούσα να το φροντίσω. Πίστευα ότι στην Αθήνα θα βρει καλύτερη τύχη», είπε. Το παιδί ταξίδεψε μόνο του με το λεωφορείο. — [585, 1048, 783, 1110]
taxi-row — [399, 590, 577, 602]
record-badge: Ο ΓΡΗΓΟΡΗΣ ΜΠΙΘΙΚΩΤΣΗΣ ΤΡΑΓΟΥΔΑΕΙ ΣΤΗ ΛΙΜΝΗ ΘΕΣΣΑΛΟΝΙΚΗ Νο2 — [289, 1544, 388, 1643]
taxi-row — [399, 845, 577, 856]
taxi-phone: 415-496 — [536, 602, 577, 614]
paragraph: Τον αγαπημένο μας σύζυγο, πατέρα και αδελφό θα κηδεύσουμε σήμερα 4 μ.μ. από τον Ιερό Ναό Αγίου Δημητρίου. Οι τεθλιμμένοι σύζυγος, τέκνα και λοιποί συγγενείς. — [212, 1029, 392, 1104]
promo-amount: 2.210.000 δρχ. — [247, 1282, 356, 1299]
